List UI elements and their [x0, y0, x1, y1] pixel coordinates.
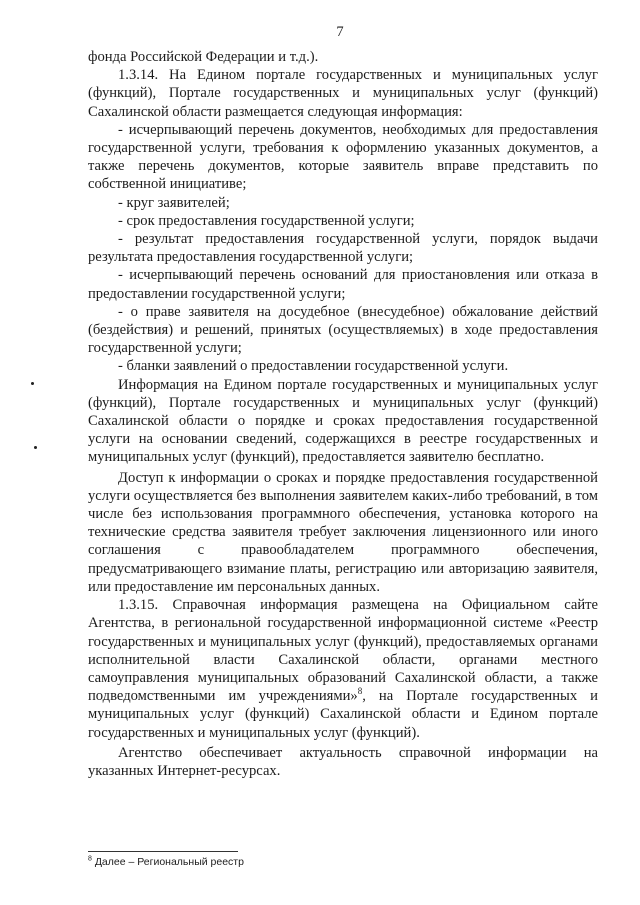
paragraph: Доступ к информации о сроках и порядке предоставления государственной услуги осуществляется без выполнения заявителем каких-либо требований, в том числе без использования программного обеспечения, установка которого на технические средства заявителя требует заключения лицензионного или иного соглашения с правообладателем программного обеспечения, предусматривающего взимание платы, регистрацию или авторизацию заявителя, или предоставление им персональных данных. [88, 469, 598, 595]
page-number: 7 [336, 24, 344, 40]
paragraph-1-3-15 [88, 596, 598, 742]
footnote-number: 8 [88, 855, 92, 863]
list-item: - исчерпывающий перечень документов, необходимых для предоставления государственной услуги, требования к оформлению указанных документов, а также перечень документов, которые заявитель вправе представить по собственной инициативе; [88, 121, 598, 193]
scan-speck [34, 446, 37, 449]
paragraph: Агентство обеспечивает актуальность справочной информации на указанных Интернет-ресурсах. [88, 744, 598, 779]
footnote [88, 856, 244, 868]
paragraph: 1.3.14. На Едином портале государственных и муниципальных услуг (функций), Портале государственных и муниципальных услуг (функций) Сахалинской области размещается следующая информация: [88, 67, 598, 120]
list-item: - круг заявителей; [118, 194, 230, 211]
paragraph-text: 1.3.15. Справочная информация размещена на Официальном сайте Агентства, в региональной государственной информационной системе «Реестр государственных и муниципальных услуг (функций), предоставляемых органами исполнительной власти Сахалинской области, органами местного самоуправления муниципальных образований Сахалинской области, а также подведомственными им учреждениями» [88, 597, 598, 705]
footnote-divider [88, 851, 238, 852]
scan-speck [31, 382, 34, 385]
footnote-reference[interactable]: 8 [357, 686, 363, 697]
list-item: - срок предоставления государственной услуги; [118, 212, 415, 229]
document-body [88, 48, 598, 780]
list-item: - результат предоставления государственной услуги, порядок выдачи результата предоставления государственной услуги; [88, 231, 598, 266]
list-item: - о праве заявителя на досудебное (внесудебное) обжалование действий (бездействия) и решений, принятых (осуществляемых) в ходе предоставления государственной услуги; [88, 303, 598, 357]
list-item: - бланки заявлений о предоставлении государственной услуги. [118, 358, 509, 375]
footnote-text: Далее – Региональный реестр [91, 856, 244, 868]
list-item: - исчерпывающий перечень оснований для приостановления или отказа в предоставлении государственной услуги; [88, 267, 598, 302]
paragraph-text: , на Портале государственных и муниципальных услуг (функций) Сахалинской области и Едином портале государственных и муниципальных услуг (функций). [88, 688, 598, 741]
paragraph: фонда Российской Федерации и т.д.). [88, 49, 319, 65]
paragraph: Информация на Едином портале государственных и муниципальных услуг (функций), Портале государственных и муниципальных услуг (функций) Сахалинской области о порядке и сроках предоставления государственной услуги на основании сведений, содержащихся в реестре государственных и муниципальных услуг (функций), предоставляется заявителю бесплатно. [88, 376, 598, 466]
